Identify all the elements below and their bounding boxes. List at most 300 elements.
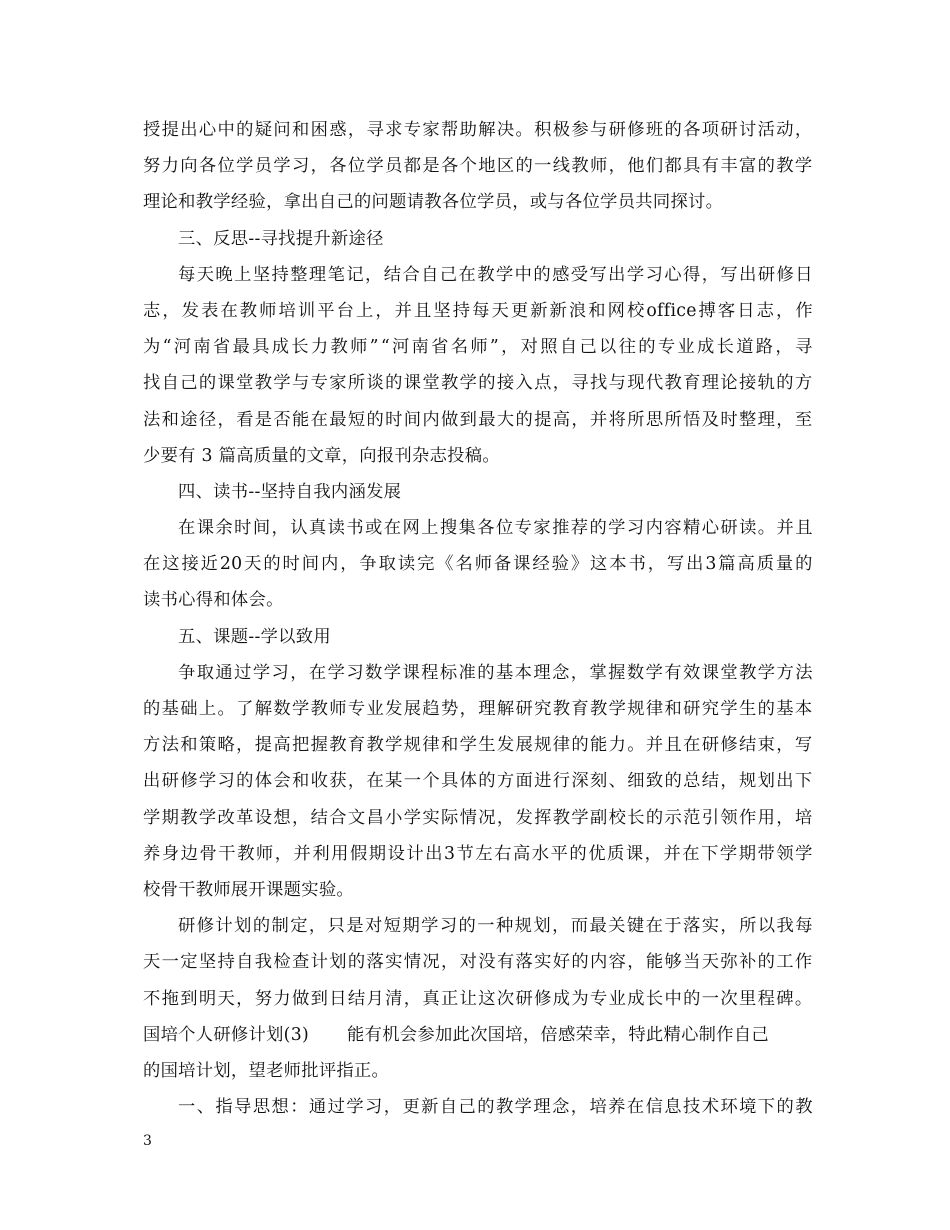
text-glyph: 天 xyxy=(701,952,720,973)
text-glyph: 丰 xyxy=(720,156,738,177)
text-glyph: 并 xyxy=(590,409,608,430)
text-glyph: 思 xyxy=(252,1097,271,1118)
text-glyph: 近 xyxy=(200,554,219,575)
text-glyph: 学 xyxy=(571,807,589,828)
text-glyph: 师 xyxy=(259,300,277,321)
text-glyph: 提 xyxy=(534,409,552,430)
text-glyph: 各 xyxy=(329,156,347,177)
text-line xyxy=(143,329,813,365)
text-glyph: 结 xyxy=(347,988,366,1009)
text-glyph: 导 xyxy=(234,1097,252,1118)
text-glyph: 通 xyxy=(308,1097,327,1118)
text-glyph: ， xyxy=(644,843,663,864)
text-glyph: 晚 xyxy=(215,264,233,285)
text-glyph: 正 xyxy=(441,988,459,1009)
text-glyph: 努 xyxy=(254,988,273,1009)
text-glyph: 时 xyxy=(282,554,301,575)
text-glyph: 这 xyxy=(590,554,608,575)
text-glyph: 实 xyxy=(701,916,720,937)
text-glyph: 法 xyxy=(795,662,813,683)
text-glyph: 师 xyxy=(470,337,488,358)
text-glyph: 的 xyxy=(569,843,587,864)
text-glyph: 小 xyxy=(385,807,403,828)
text-glyph: 个 xyxy=(459,156,478,177)
text-glyph: 挥 xyxy=(534,807,552,828)
text-glyph: 律 xyxy=(552,735,571,756)
text-glyph: 们 xyxy=(645,156,664,177)
text-glyph: 所 xyxy=(347,373,366,394)
text-glyph: 研 xyxy=(683,699,701,719)
text-glyph: 验 xyxy=(551,554,570,575)
text-glyph: 一 xyxy=(477,916,495,937)
text-glyph: 学 xyxy=(495,264,514,285)
text-line xyxy=(143,944,813,980)
text-glyph: 合 xyxy=(329,807,347,828)
text-glyph: 致 xyxy=(645,771,664,792)
text-glyph: 志 xyxy=(756,300,775,321)
text-glyph: 研 xyxy=(515,699,534,719)
text-glyph: 教 xyxy=(477,264,495,285)
text-glyph: 作 xyxy=(739,807,757,828)
text-glyph: 和 xyxy=(161,409,180,430)
text-glyph: ， xyxy=(776,409,794,430)
text-line xyxy=(143,112,813,148)
text-glyph: 学 xyxy=(757,662,776,683)
text-glyph: 出 xyxy=(686,554,704,575)
text-glyph: 面 xyxy=(515,771,534,792)
text-glyph: 在 xyxy=(310,409,329,430)
text-glyph: 律 xyxy=(422,735,440,756)
text-line: 读书心得和体会。 xyxy=(143,590,284,611)
text-glyph: 养 xyxy=(608,1097,626,1118)
text-glyph: 南 xyxy=(193,337,211,358)
text-glyph: 在 xyxy=(626,1097,645,1118)
text-glyph: “ xyxy=(162,337,172,358)
text-glyph: 师 xyxy=(474,554,493,575)
text-glyph: 规 xyxy=(739,771,757,792)
text-glyph: 篇 xyxy=(718,554,736,575)
text-glyph: 而 xyxy=(570,916,589,937)
text-glyph: 本 xyxy=(794,699,813,719)
text-glyph: 并 xyxy=(776,518,795,539)
text-glyph: 和 xyxy=(180,735,198,756)
text-glyph: 的 xyxy=(385,373,403,394)
text-glyph: 且 xyxy=(795,518,813,539)
text-line xyxy=(143,908,813,944)
text-glyph: 念 xyxy=(552,662,570,683)
text-glyph: 高 xyxy=(737,554,756,575)
text-glyph: 学 xyxy=(608,518,626,539)
text-glyph: ， xyxy=(608,156,627,177)
text-glyph: 短 xyxy=(347,409,366,430)
text-glyph: 荐 xyxy=(570,518,589,539)
text-glyph: 检 xyxy=(273,952,291,973)
text-glyph: 数 xyxy=(273,699,291,719)
text-glyph: 间 xyxy=(403,409,422,430)
text-glyph: 寻 xyxy=(571,373,589,394)
text-glyph: 理 xyxy=(533,662,551,683)
text-glyph: 学 xyxy=(385,735,403,756)
text-glyph: 研 xyxy=(161,771,180,792)
text-glyph: 数 xyxy=(626,662,645,683)
text-glyph: 的 xyxy=(795,554,813,575)
text-glyph: 教 xyxy=(552,807,571,828)
text-line xyxy=(143,800,813,836)
text-glyph: 设 xyxy=(254,807,273,828)
text-glyph: 长 xyxy=(716,337,735,358)
text-glyph: 极 xyxy=(552,120,571,140)
text-glyph: 看 xyxy=(236,409,254,430)
text-glyph: 落 xyxy=(515,952,534,973)
text-line: 校骨干教师展开课题实验。 xyxy=(143,879,354,900)
text-glyph: 修 xyxy=(196,916,215,937)
text-glyph: ， xyxy=(775,337,793,358)
text-glyph: 动 xyxy=(776,120,794,140)
text-glyph: 领 xyxy=(776,843,794,864)
text-glyph: ” xyxy=(369,337,379,358)
text-glyph: 教 xyxy=(776,156,794,177)
text-glyph: 当 xyxy=(683,952,701,973)
text-glyph: 得 xyxy=(682,264,701,285)
text-glyph: 专 xyxy=(347,699,366,719)
text-glyph: 基 xyxy=(161,699,180,719)
text-glyph: 在 xyxy=(308,662,327,683)
text-glyph: 术 xyxy=(701,1097,720,1118)
text-glyph: 程 xyxy=(757,988,776,1009)
text-glyph: 研 xyxy=(515,988,534,1009)
text-glyph: 具 xyxy=(441,771,459,792)
text-glyph: 的 xyxy=(664,120,683,140)
text-glyph: 更 xyxy=(402,1097,421,1118)
text-glyph: 课 xyxy=(196,518,215,539)
text-glyph: 研 xyxy=(178,916,196,937)
text-glyph: 课 xyxy=(402,662,421,683)
text-glyph: 认 xyxy=(290,518,308,539)
text-glyph: 带 xyxy=(757,843,776,864)
text-glyph: 学 xyxy=(794,156,813,177)
text-glyph: 习 xyxy=(271,662,290,683)
text-glyph: 做 xyxy=(441,409,459,430)
text-glyph: 内 xyxy=(590,952,608,973)
text-glyph: 定 xyxy=(290,916,308,937)
text-glyph: 校 xyxy=(626,300,645,321)
text-glyph: 过 xyxy=(234,662,252,683)
text-glyph: 心 xyxy=(198,120,217,140)
text-glyph: 各 xyxy=(477,518,495,539)
text-glyph: ， xyxy=(794,120,813,140)
text-glyph: 集 xyxy=(458,518,477,539)
text-glyph: 期 xyxy=(368,843,387,864)
text-glyph: 合 xyxy=(402,264,421,285)
text-glyph: 计 xyxy=(406,843,424,864)
text-glyph: 讨 xyxy=(739,120,757,140)
text-glyph: 困 xyxy=(310,120,329,140)
text-glyph: 实 xyxy=(534,952,552,973)
text-glyph: ， xyxy=(236,735,254,756)
text-glyph: 心 xyxy=(701,518,720,539)
text-glyph: 生 xyxy=(478,735,496,756)
text-glyph: 和 xyxy=(664,699,683,719)
text-glyph: 有 xyxy=(496,952,515,973)
text-glyph: 到 xyxy=(459,409,478,430)
text-glyph: 所 xyxy=(739,916,757,937)
text-glyph: 理 xyxy=(701,373,720,394)
text-glyph: 学 xyxy=(403,807,422,828)
text-line xyxy=(143,1089,813,1125)
text-glyph: 帮 xyxy=(441,120,459,140)
text-glyph: 改 xyxy=(217,807,236,828)
text-glyph: 基 xyxy=(495,662,514,683)
text-glyph: 笔 xyxy=(327,264,346,285)
text-glyph: 方 xyxy=(776,662,795,683)
text-glyph: 名 xyxy=(450,337,469,358)
text-glyph: 区 xyxy=(496,156,515,177)
text-glyph: 照 xyxy=(540,337,558,358)
text-glyph: 学 xyxy=(143,807,161,828)
text-line xyxy=(143,981,813,1017)
text-glyph: 、 xyxy=(196,1097,215,1118)
text-glyph: 优 xyxy=(588,843,606,864)
text-glyph: 获 xyxy=(329,771,347,792)
text-line xyxy=(143,836,813,872)
text-glyph: 结 xyxy=(701,771,720,792)
text-glyph: 和 xyxy=(441,735,459,756)
text-glyph: 助 xyxy=(459,120,478,140)
text-glyph: 。 xyxy=(627,735,645,756)
text-glyph: 自 xyxy=(236,952,254,973)
text-glyph: 身 xyxy=(161,843,180,864)
text-glyph: 学 xyxy=(421,916,439,937)
text-glyph: 短 xyxy=(383,916,402,937)
text-glyph: 专 xyxy=(590,988,608,1009)
text-glyph: 高 xyxy=(512,843,531,864)
text-glyph: 标 xyxy=(439,662,458,683)
text-glyph: 的 xyxy=(683,988,701,1009)
text-glyph: ， xyxy=(552,916,570,937)
text-line xyxy=(143,257,813,293)
text-glyph: 学 xyxy=(198,771,217,792)
text-glyph: 高 xyxy=(273,735,291,756)
text-glyph: 的 xyxy=(515,156,534,177)
text-glyph: 利 xyxy=(312,843,330,864)
text-glyph: 于 xyxy=(664,916,682,937)
text-glyph: 技 xyxy=(682,1097,701,1118)
text-glyph: 规 xyxy=(514,916,533,937)
text-glyph: 工 xyxy=(776,952,794,973)
text-glyph: 自 xyxy=(161,373,180,394)
text-glyph: 提 xyxy=(161,120,180,140)
text-glyph: 假 xyxy=(349,843,368,864)
text-glyph: 争 xyxy=(359,554,377,575)
text-glyph: 平 xyxy=(550,843,569,864)
text-glyph: 南 xyxy=(411,337,430,358)
text-glyph: 真 xyxy=(422,988,440,1009)
text-glyph: 环 xyxy=(720,1097,738,1118)
text-glyph: ， xyxy=(292,807,310,828)
text-glyph: 思 xyxy=(645,409,664,430)
text-glyph: ， xyxy=(720,916,738,937)
text-glyph: 解 xyxy=(254,699,273,719)
text-glyph: ， xyxy=(162,300,180,321)
text-glyph: 一 xyxy=(161,952,180,973)
text-glyph: 轨 xyxy=(757,373,776,394)
text-glyph: ： xyxy=(290,1097,308,1118)
text-glyph: 教 xyxy=(739,662,757,683)
page-number: 3 xyxy=(143,1133,152,1149)
text-glyph: 写 xyxy=(666,554,685,575)
text-glyph: 学 xyxy=(346,1097,364,1118)
text-glyph: 研 xyxy=(757,264,776,285)
text-glyph: 天 xyxy=(244,554,262,575)
text-glyph: 某 xyxy=(385,771,403,792)
text-glyph: 内 xyxy=(645,518,664,539)
text-glyph: 客 xyxy=(717,300,736,321)
text-glyph: 生 xyxy=(739,699,757,719)
text-glyph: ， xyxy=(340,554,358,575)
text-glyph: 用 xyxy=(757,807,776,828)
text-glyph: 中 xyxy=(217,120,236,140)
text-glyph: 势 xyxy=(441,699,459,719)
text-glyph: 成 xyxy=(552,988,571,1009)
text-glyph: 的 xyxy=(236,120,254,140)
text-glyph: 师 xyxy=(590,156,608,177)
text-glyph: 教 xyxy=(664,373,683,394)
text-glyph: 参 xyxy=(571,120,589,140)
text-glyph: 的 xyxy=(757,952,776,973)
text-glyph: 作 xyxy=(794,952,813,973)
text-glyph: 并 xyxy=(293,843,312,864)
text-glyph: 的 xyxy=(776,373,794,394)
text-glyph: 一 xyxy=(403,771,422,792)
text-glyph: ， xyxy=(347,120,366,140)
text-glyph: 理 xyxy=(757,409,776,430)
text-glyph: 新 xyxy=(549,300,568,321)
text-glyph: 教 xyxy=(239,300,258,321)
text-glyph: 新 xyxy=(530,300,548,321)
text-glyph: 究 xyxy=(701,699,720,719)
text-glyph: 理 xyxy=(533,1097,551,1118)
text-glyph: 与 xyxy=(292,373,310,394)
text-glyph: 想 xyxy=(271,1097,290,1118)
text-glyph: 积 xyxy=(534,120,552,140)
text-glyph: 时 xyxy=(385,409,403,430)
text-glyph: 左 xyxy=(475,843,493,864)
text-glyph: 与 xyxy=(608,373,627,394)
text-glyph: 修 xyxy=(627,120,645,140)
text-glyph: 弥 xyxy=(720,952,738,973)
text-glyph: 习 xyxy=(346,662,364,683)
text-glyph: 下 xyxy=(757,1097,776,1118)
text-glyph: 每 xyxy=(795,916,813,937)
text-glyph: 理 xyxy=(308,264,327,285)
text-glyph: 方 xyxy=(496,771,515,792)
text-glyph: 入 xyxy=(515,373,534,394)
text-glyph: 道 xyxy=(736,337,754,358)
text-glyph: 制 xyxy=(271,916,290,937)
text-glyph: 程 xyxy=(421,662,439,683)
text-glyph: 教 xyxy=(571,156,589,177)
text-glyph: 学 xyxy=(366,156,385,177)
text-glyph: 或 xyxy=(365,518,383,539)
text-glyph: 体 xyxy=(254,771,273,792)
text-glyph: 整 xyxy=(739,409,757,430)
text-glyph: 平 xyxy=(317,300,335,321)
text-glyph: 示 xyxy=(664,807,683,828)
text-glyph: 校 xyxy=(608,807,627,828)
title-line-text: 能有机会参加此次国培，倍感荣幸，特此精心制作自己 xyxy=(347,1024,769,1045)
text-glyph: ， xyxy=(627,952,645,973)
text-glyph: 学 xyxy=(198,807,217,828)
text-glyph: ” xyxy=(489,337,500,358)
text-glyph: 培 xyxy=(794,807,813,828)
text-glyph: 革 xyxy=(236,807,254,828)
text-glyph: 且 xyxy=(664,735,683,756)
text-glyph: 方 xyxy=(143,735,161,756)
text-glyph: 深 xyxy=(571,771,589,792)
text-glyph: 学 xyxy=(626,264,645,285)
text-glyph: 学 xyxy=(459,373,478,394)
text-glyph: 业 xyxy=(608,988,627,1009)
text-glyph: 习 xyxy=(645,264,664,285)
text-glyph: 掌 xyxy=(589,662,608,683)
text-glyph: 的 xyxy=(477,1097,495,1118)
text-glyph: 上 xyxy=(234,264,252,285)
text-glyph: 学 xyxy=(795,843,813,864)
text-glyph: 员 xyxy=(385,156,403,177)
text-glyph: 解 xyxy=(478,120,496,140)
text-glyph: 在 xyxy=(683,735,701,756)
text-glyph: 日 xyxy=(329,988,347,1009)
text-glyph: 中 xyxy=(664,988,683,1009)
text-glyph: 养 xyxy=(143,843,161,864)
text-glyph: 搏 xyxy=(698,300,717,321)
text-glyph: 进 xyxy=(534,771,552,792)
text-glyph: 位 xyxy=(347,156,366,177)
text-glyph: ， xyxy=(720,771,738,792)
text-glyph: 的 xyxy=(263,554,281,575)
text-line xyxy=(143,293,813,329)
text-glyph: 收 xyxy=(310,771,329,792)
text-glyph: ， xyxy=(310,156,329,177)
text-glyph: 握 xyxy=(310,735,329,756)
text-glyph: 名 xyxy=(455,554,474,575)
text-glyph: ， xyxy=(570,662,589,683)
text-glyph: 效 xyxy=(682,662,701,683)
text-glyph: 划 xyxy=(234,916,252,937)
text-line xyxy=(143,691,813,727)
text-glyph: 项 xyxy=(701,120,720,140)
text-glyph: 找 xyxy=(143,373,161,394)
text-glyph: 力 xyxy=(161,156,180,177)
text-glyph: 际 xyxy=(441,807,459,828)
text-glyph: 课 xyxy=(625,843,644,864)
text-glyph: 出 xyxy=(143,771,161,792)
text-glyph: 用 xyxy=(331,843,349,864)
text-glyph: 学 xyxy=(236,156,254,177)
text-glyph: 的 xyxy=(366,409,385,430)
text-glyph: 范 xyxy=(683,807,701,828)
text-glyph: 富 xyxy=(739,156,757,177)
text-glyph: 各 xyxy=(441,156,459,177)
text-glyph: 最 xyxy=(329,409,347,430)
text-glyph: ， xyxy=(570,1097,589,1118)
text-glyph: 日 xyxy=(795,264,813,285)
text-glyph: 教 xyxy=(180,807,198,828)
text-glyph: 径 xyxy=(198,409,217,430)
text-glyph: ， xyxy=(217,409,236,430)
text-glyph: 会 xyxy=(273,771,291,792)
text-glyph: 策 xyxy=(198,735,217,756)
